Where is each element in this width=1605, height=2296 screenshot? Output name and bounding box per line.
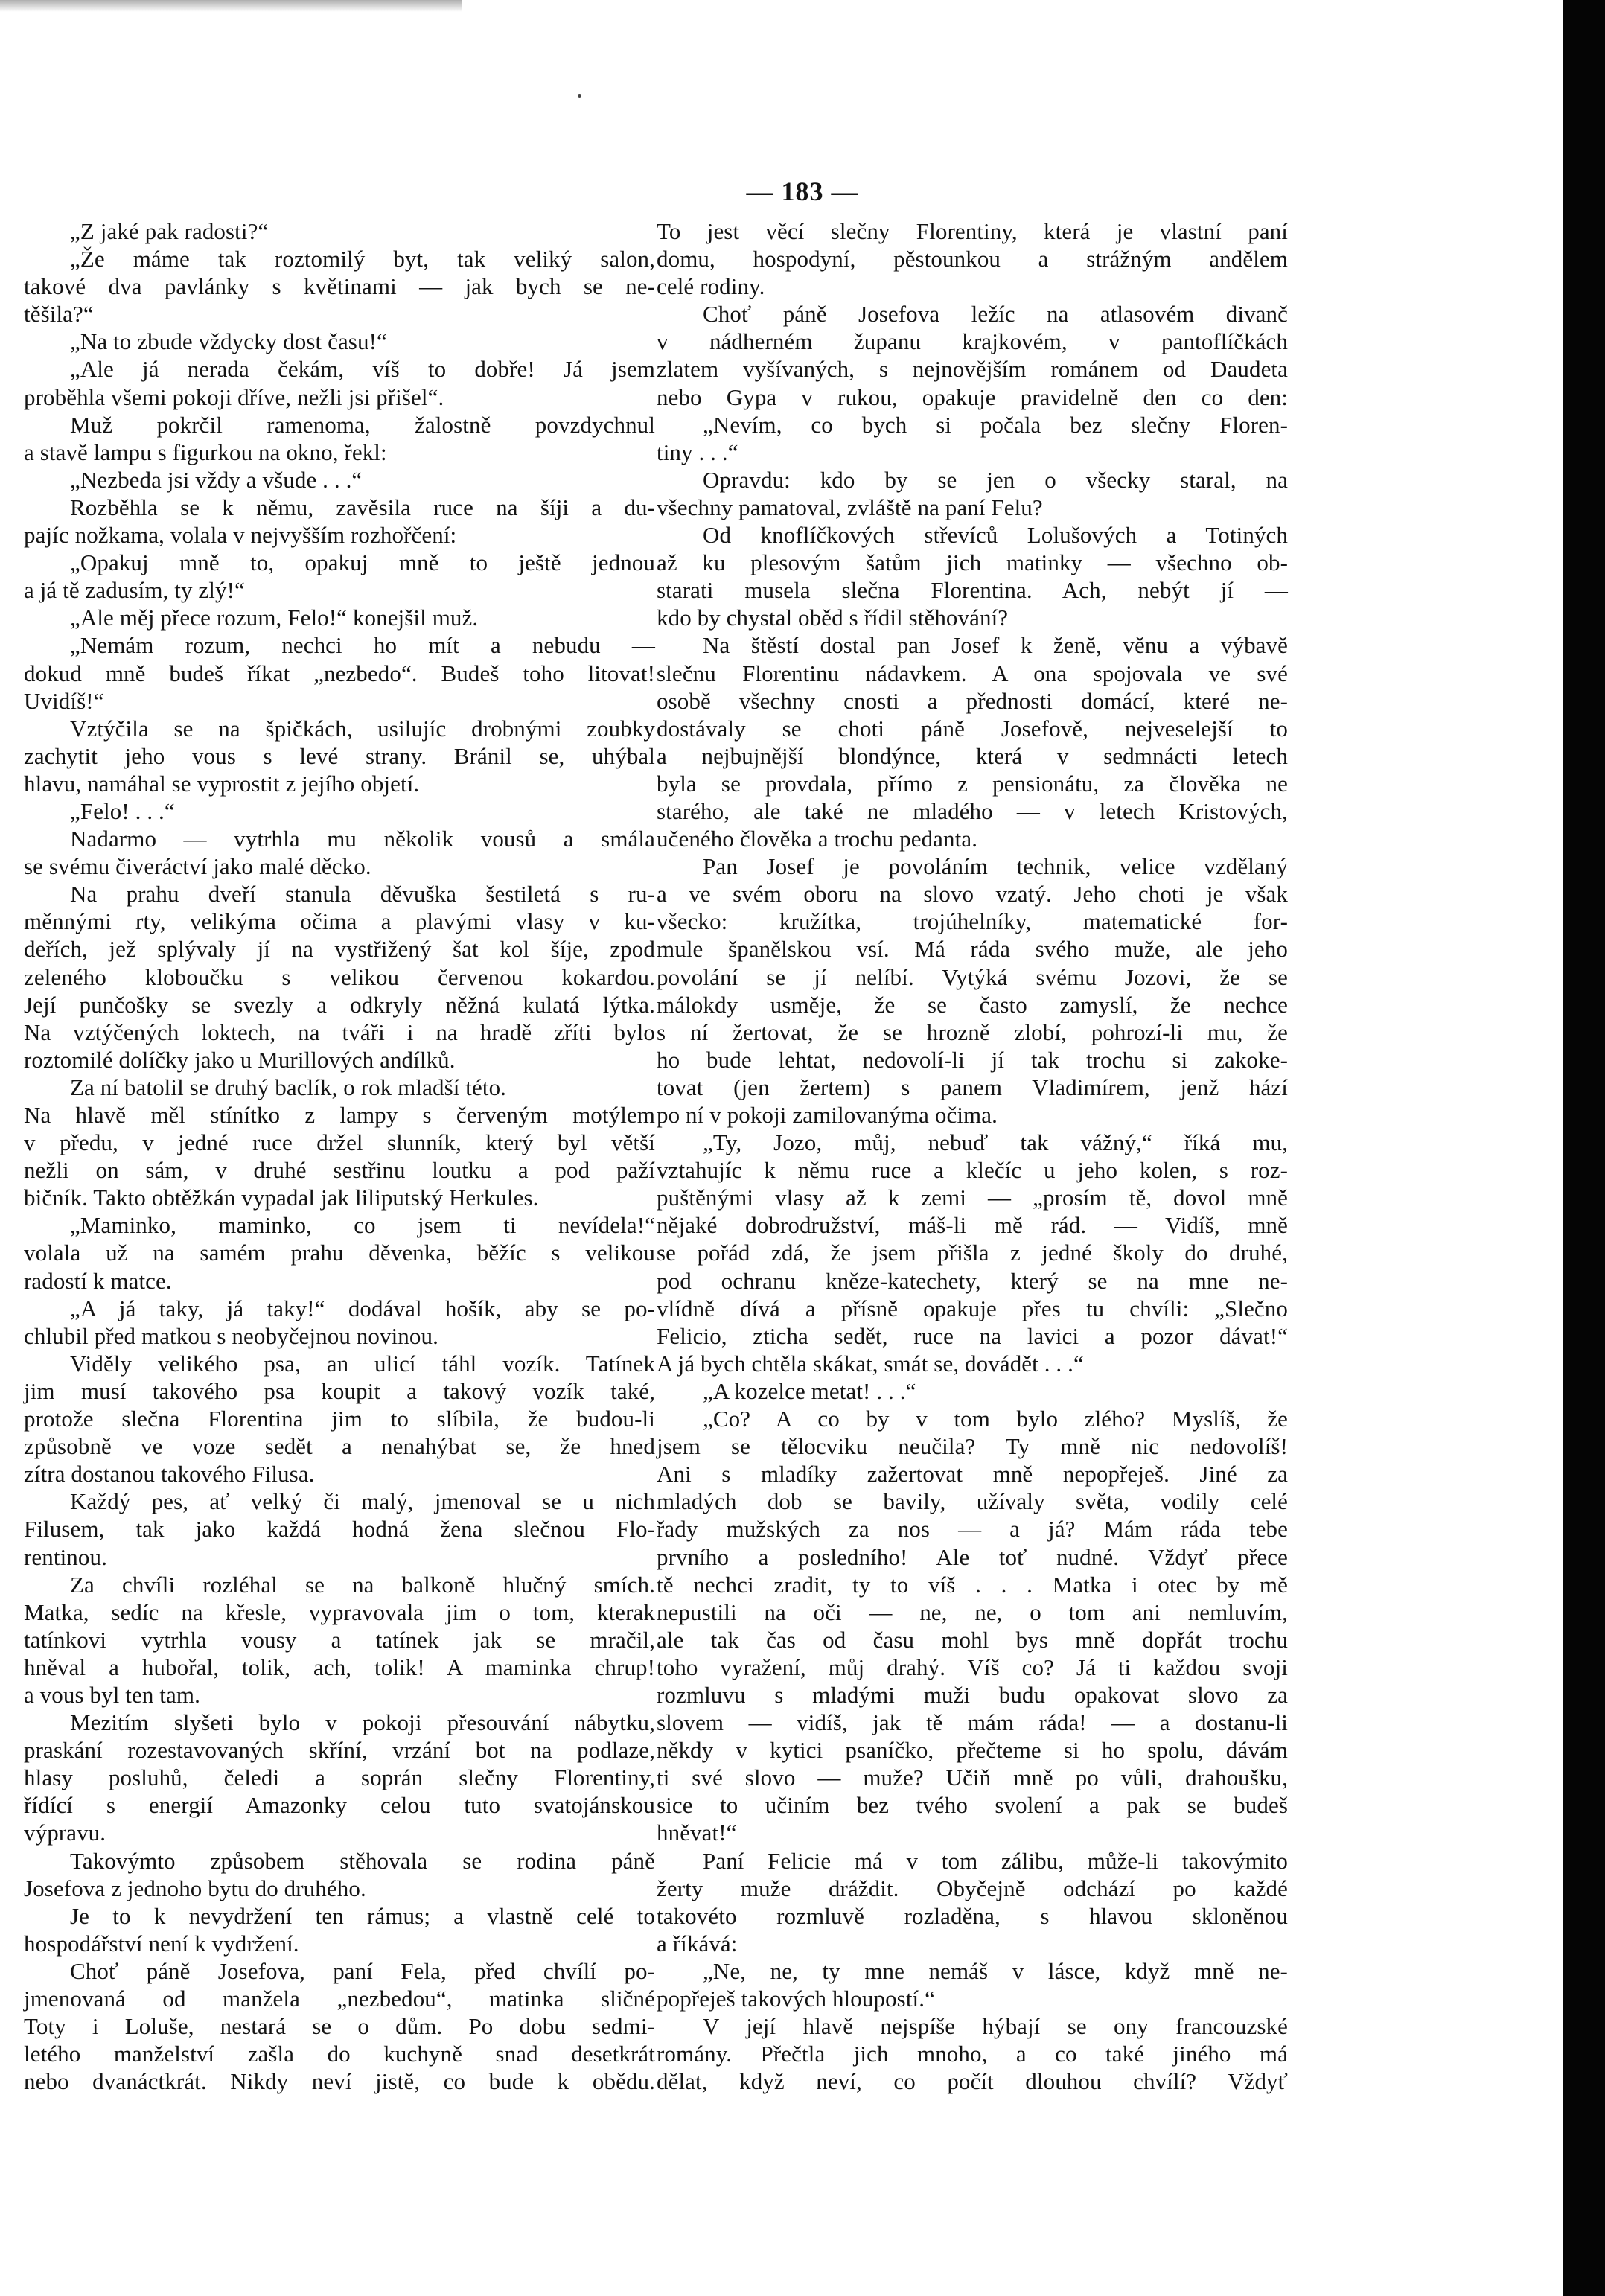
text-line: zeleného kloboučku s velikou červenou kokardou. <box>24 963 655 990</box>
text-line: pajíc nožkama, volala v nejvyšším rozhořčení: <box>24 522 457 549</box>
text-line: Takovýmto způsobem stěhovala se rodina páně <box>70 1847 655 1874</box>
text-line: ti své slovo — muže? Učiň mně po vůli, drahoušku, <box>657 1764 1288 1791</box>
text-line: těšila?“ <box>24 301 94 328</box>
text-line: v nádherném županu krajkovém, v pantoflíčkách <box>657 328 1288 355</box>
scan-black-edge <box>1563 0 1605 2296</box>
text-line: jim musí takového psa koupit a takový vozík také, <box>24 1377 655 1404</box>
text-line: řídící s energií Amazonky celou tuto svatojánskou <box>24 1792 655 1819</box>
text-line: „Nevím, co bych si počala bez slečny Floren- <box>703 411 1288 438</box>
text-line: se svému čiveráctví jako malé děcko. <box>24 853 371 880</box>
page-number: — 183 — <box>746 176 859 206</box>
text-line: jmenovaná od manžela „nezbedou“, matinka sličné <box>24 1986 655 2012</box>
text-line: s ní žertovat, že se hrozně zlobí, pohrozí-li mu, že <box>657 1018 1288 1045</box>
text-line: Filusem, tak jako každá hodná žena slečnou Flo- <box>24 1516 655 1543</box>
text-line: Felicio, zticha sedět, ruce na lavici a pozor dávat!“ <box>657 1322 1288 1349</box>
text-line: zítra dostanou takového Filusa. <box>24 1461 315 1487</box>
text-line: nepustili na oči — ne, ne, o tom ani nemluvím, <box>657 1598 1288 1625</box>
text-line: Za chvíli rozléhal se na balkoně hlučný smích. <box>70 1571 655 1598</box>
text-line: sice to učiním bez tvého svolení a pak se budeš <box>657 1792 1288 1819</box>
text-line: Ani s mladíky zažertovat mně nepopřeješ. Jiné za <box>657 1461 1288 1487</box>
text-line: zachytit jeho vous s levé strany. Bránil se, uhýbal <box>24 742 655 769</box>
text-line: Rozběhla se k němu, zavěsila ruce na šíji a du- <box>70 494 655 520</box>
text-line: slečnu Florentinu nádavkem. A ona spojovala ve své <box>657 660 1288 686</box>
text-line: Choť páně Josefova, paní Fela, před chvílí po- <box>70 1957 655 1984</box>
text-line: rentinou. <box>24 1543 107 1570</box>
text-line: starati musela slečna Florentina. Ach, nebýt jí — <box>657 577 1288 604</box>
text-line: řady mužských za nos — a já? Mám ráda tebe <box>657 1516 1288 1543</box>
text-line: takovéto rozmluvě rozladěna, s hlavou skloněnou <box>657 1902 1288 1929</box>
text-line: A já bych chtěla skákat, smát se, dovádět . . .“ <box>657 1350 1084 1377</box>
text-line: vlídně dívá a přísně opakuje přes tu chvíli: „Slečno <box>657 1295 1288 1321</box>
text-line: a ve svém oboru na slovo vzatý. Jeho choti je však <box>657 881 1288 908</box>
text-line: a stavě lampu s figurkou na okno, řekl: <box>24 439 387 465</box>
text-line: Matka, sedíc na křesle, vypravovala jim o tom, kterak <box>24 1598 655 1625</box>
text-line: Na hlavě měl stínítko z lampy s červeným motýlem <box>24 1102 655 1128</box>
text-line: To jest věcí slečny Florentiny, která je vlastní paní <box>657 218 1288 244</box>
text-line: hněval a hubořal, tolik, ach, tolik! A maminka chrup! <box>24 1654 655 1680</box>
text-line: romány. Přečtla jich mnoho, a co také jiného má <box>657 2041 1288 2067</box>
text-line: „Ty, Jozo, můj, nebuď tak vážný,“ říká mu, <box>703 1129 1288 1156</box>
text-line: mule španělskou vsí. Má ráda svého muže, ale jeho <box>657 936 1288 963</box>
text-line: pod ochranu kněze-katechety, který se na mne ne- <box>657 1267 1288 1294</box>
text-line: Vztýčila se na špičkách, usilujíc drobnými zoubky <box>70 715 655 742</box>
text-line: Opravdu: kdo by se jen o všecky staral, na <box>703 466 1288 493</box>
text-line: tě nechci zradit, ty to víš . . . Matka i otec by mě <box>657 1571 1288 1598</box>
text-line: „A já taky, já taky!“ dodával hošík, aby se po- <box>70 1295 655 1321</box>
text-line: chlubil před matkou s neobyčejnou novinou. <box>24 1322 438 1349</box>
left-column <box>24 217 655 2095</box>
text-line: Je to k nevydržení ten rámus; a vlastně celé to <box>70 1902 655 1929</box>
text-line: málokdy usměje, že se často zamyslí, že nechce <box>657 991 1288 1018</box>
text-line: tatínkovi vytrhla vousy a tatínek jak se mračil, <box>24 1626 655 1653</box>
text-line: tiny . . .“ <box>657 439 738 465</box>
text-line: „Felo! . . .“ <box>70 797 175 824</box>
text-line: byla se provdala, přímo z pensionátu, za člověka ne <box>657 770 1288 797</box>
text-line: vztahujíc k němu ruce a klečíc u jeho kolen, s roz- <box>657 1157 1288 1184</box>
text-line: až ku plesovým šatům jich matinky — všechno ob- <box>657 549 1288 576</box>
text-line: „Nezbeda jsi vždy a všude . . .“ <box>70 466 363 493</box>
text-line: „Ale já nerada čekám, víš to dobře! Já jsem <box>70 356 655 383</box>
text-line: všechny pamatoval, zvláště na paní Felu? <box>657 494 1043 520</box>
text-line: ale tak čas od času mohl bys mně dopřát trochu <box>657 1626 1288 1653</box>
text-line: „Opakuj mně to, opakuj mně to ještě jednou <box>70 549 655 576</box>
text-line: Toty i Loluše, nestará se o dům. Po dobu sedmi- <box>24 2013 655 2040</box>
text-line: Na prahu dveří stanula děvuška šestiletá s ru- <box>70 881 655 908</box>
text-line: starého, ale také ne mladého — v letech Kristových, <box>657 797 1288 824</box>
text-line: radostí k matce. <box>24 1267 172 1294</box>
text-line: celé rodiny. <box>657 273 765 300</box>
text-line: „Nemám rozum, nechci ho mít a nebudu — <box>70 632 655 659</box>
text-line: hlasy posluhů, čeledi a soprán slečny Florentiny, <box>24 1764 655 1791</box>
text-line: deřích, jež splývaly jí na vystřižený šat kol šíje, zpod <box>24 936 655 963</box>
text-line: hněvat!“ <box>657 1820 737 1846</box>
text-line: a říkává: <box>657 1930 738 1957</box>
text-line: Nadarmo — vytrhla mu několik vousů a smála <box>70 826 655 852</box>
text-line: ho bude lehtat, nedovolí-li jí tak trochu si zakoke- <box>657 1046 1288 1073</box>
text-line: jsem se tělocviku neučila? Ty mně nic nedovolíš! <box>657 1433 1288 1460</box>
scan-speck <box>578 94 581 98</box>
text-line: žerty muže dráždit. Obyčejně odchází po každé <box>657 1875 1288 1901</box>
text-line: „A kozelce metat! . . .“ <box>703 1377 916 1404</box>
text-line: proběhla všemi pokoji dříve, nežli jsi přišel“. <box>24 383 444 410</box>
text-line: takové dva pavlánky s květinami — jak bych se ne- <box>24 273 655 300</box>
text-line: nebo dvanáctkrát. Nikdy neví jistě, co bude k obědu. <box>24 2068 655 2095</box>
text-line: domu, hospodyní, pěstounkou a strážným andělem <box>657 246 1288 272</box>
text-line: Muž pokrčil ramenoma, žalostně povzdychnul <box>70 411 655 438</box>
text-line: V její hlavě nejspíše hýbají se ony francouzské <box>703 2013 1288 2040</box>
text-line: mladých dob se bavily, užívaly světa, vodily celé <box>657 1488 1288 1515</box>
text-line: Mezitím slyšeti bylo v pokoji přesouvání nábytku, <box>70 1709 655 1736</box>
text-line: puštěnými vlasy až k zemi — „prosím tě, dovol mně <box>657 1184 1288 1211</box>
right-column <box>657 217 1288 2095</box>
text-line: Každý pes, ať velký či malý, jmenoval se u nich <box>70 1488 655 1515</box>
text-line: někdy v kytici psaníčko, přečteme si ho spolu, dávám <box>657 1737 1288 1764</box>
text-line: roztomilé dolíčky jako u Murillových andílků. <box>24 1046 456 1073</box>
text-line: měnnými rty, velikýma očima a plavými vlasy v ku- <box>24 908 655 935</box>
text-line: osobě všechny cnosti a přednosti domácí, které ne- <box>657 687 1288 714</box>
text-line: hospodářství není k vydržení. <box>24 1930 299 1957</box>
text-line: dělat, když neví, co počít dlouhou chvílí? Vždyť <box>657 2068 1288 2095</box>
text-line: bičník. Takto obtěžkán vypadal jak liliputský Herkules. <box>24 1184 539 1211</box>
text-line: volala už na samém prahu děvenka, běžíc s velikou <box>24 1240 655 1266</box>
text-line: nežli on sám, v druhé sestřinu loutku a pod paží <box>24 1157 655 1184</box>
text-line: kdo by chystal oběd s řídil stěhování? <box>657 605 1009 631</box>
text-line: „Ale měj přece rozum, Felo!“ konejšil muž. <box>70 605 479 631</box>
text-line: toho vyražení, můj drahý. Víš co? Já ti každou svoji <box>657 1654 1288 1680</box>
text-line: a nejbujnější blondýnce, která v sedmnácti letech <box>657 742 1288 769</box>
text-line: praskání rozestavovaných skříní, vrzání bot na podlaze, <box>24 1737 655 1764</box>
text-line: Viděly velikého psa, an ulicí táhl vozík. Tatínek <box>70 1350 655 1377</box>
text-line: výpravu. <box>24 1820 106 1846</box>
text-line: letého manželství zašla do kuchyně snad desetkrát <box>24 2041 655 2067</box>
text-line: Uvidíš!“ <box>24 687 104 714</box>
text-line: dostávaly se choti páně Josefově, nejveselejší to <box>657 715 1288 742</box>
text-line: Josefova z jednoho bytu do druhého. <box>24 1875 366 1901</box>
text-line: Choť páně Josefova ležíc na atlasovém divanč <box>703 301 1288 328</box>
text-line: tovat (jen žertem) s panem Vladimírem, jenž hází <box>657 1074 1288 1100</box>
text-line: způsobně ve voze sedět a nenahýbat se, že hned <box>24 1433 655 1460</box>
text-line: rozmluvu s mladými muži budu opakovat slovo za <box>657 1681 1288 1708</box>
text-line: „Maminko, maminko, co jsem ti nevídela!“ <box>70 1212 655 1239</box>
text-line: prvního a posledního! Ale toť nudné. Vždyť přece <box>657 1543 1288 1570</box>
scan-top-streak <box>0 0 462 12</box>
text-line: a já tě zadusím, ty zlý!“ <box>24 577 245 604</box>
text-line: po ní v pokoji zamilovanýma očima. <box>657 1102 998 1128</box>
text-line: Paní Felicie má v tom zálibu, může-li takovýmito <box>703 1847 1288 1874</box>
text-line: protože slečna Florentina jim to slíbila, že budou-li <box>24 1406 655 1432</box>
text-line: zlatem vyšívaných, s nejnovějším románem od Daudeta <box>657 356 1288 383</box>
text-line: Na vztýčených loktech, na tváři i na hradě zříti bylo <box>24 1018 655 1045</box>
text-line: hlavu, namáhal se vyprostit z jejího objetí. <box>24 770 420 797</box>
text-line: Pan Josef je povoláním technik, velice vzdělaný <box>703 853 1288 880</box>
text-line: „Co? A co by v tom bylo zlého? Myslíš, že <box>703 1406 1288 1432</box>
text-line: a vous byl ten tam. <box>24 1681 200 1708</box>
text-line: učeného člověka a trochu pedanta. <box>657 826 978 852</box>
text-line: se pořád zdá, že jsem přišla z jedné školy do druhé, <box>657 1240 1288 1266</box>
text-line: „Ne, ne, ty mne nemáš v lásce, když mně ne- <box>703 1957 1288 1984</box>
text-line: slovem — vidíš, jak tě mám ráda! — a dostanu-li <box>657 1709 1288 1736</box>
text-line: dokud mně budeš říkat „nezbedo“. Budeš toho litovat! <box>24 660 655 686</box>
text-line: Za ní batolil se druhý baclík, o rok mladší této. <box>70 1074 507 1100</box>
text-line: „Že máme tak roztomilý byt, tak veliký salon, <box>70 246 655 272</box>
text-line: nebo Gypa v rukou, opakuje pravidelně den co den: <box>657 383 1288 410</box>
text-line: povolání se jí nelíbí. Vytýká svému Jozovi, že se <box>657 963 1288 990</box>
text-line: „Z jaké pak radosti?“ <box>70 218 269 244</box>
text-line: Na štěstí dostal pan Josef k ženě, věnu a výbavě <box>703 632 1288 659</box>
text-line: v předu, v jedné ruce držel slunník, který byl větší <box>24 1129 655 1156</box>
text-line: „Na to zbude vždycky dost času!“ <box>70 328 387 355</box>
text-line: popřeješ takových hloupostí.“ <box>657 1986 935 2012</box>
text-line: Od knoflíčkových střevíců Lolušových a Totiných <box>703 522 1288 549</box>
text-line: všecko: kružítka, trojúhelníky, matematické for- <box>657 908 1288 935</box>
text-line: Její punčošky se svezly a odkryly něžná kulatá lýtka. <box>24 991 655 1018</box>
text-line: nějaké dobrodružství, máš-li mě rád. — Vidíš, mně <box>657 1212 1288 1239</box>
